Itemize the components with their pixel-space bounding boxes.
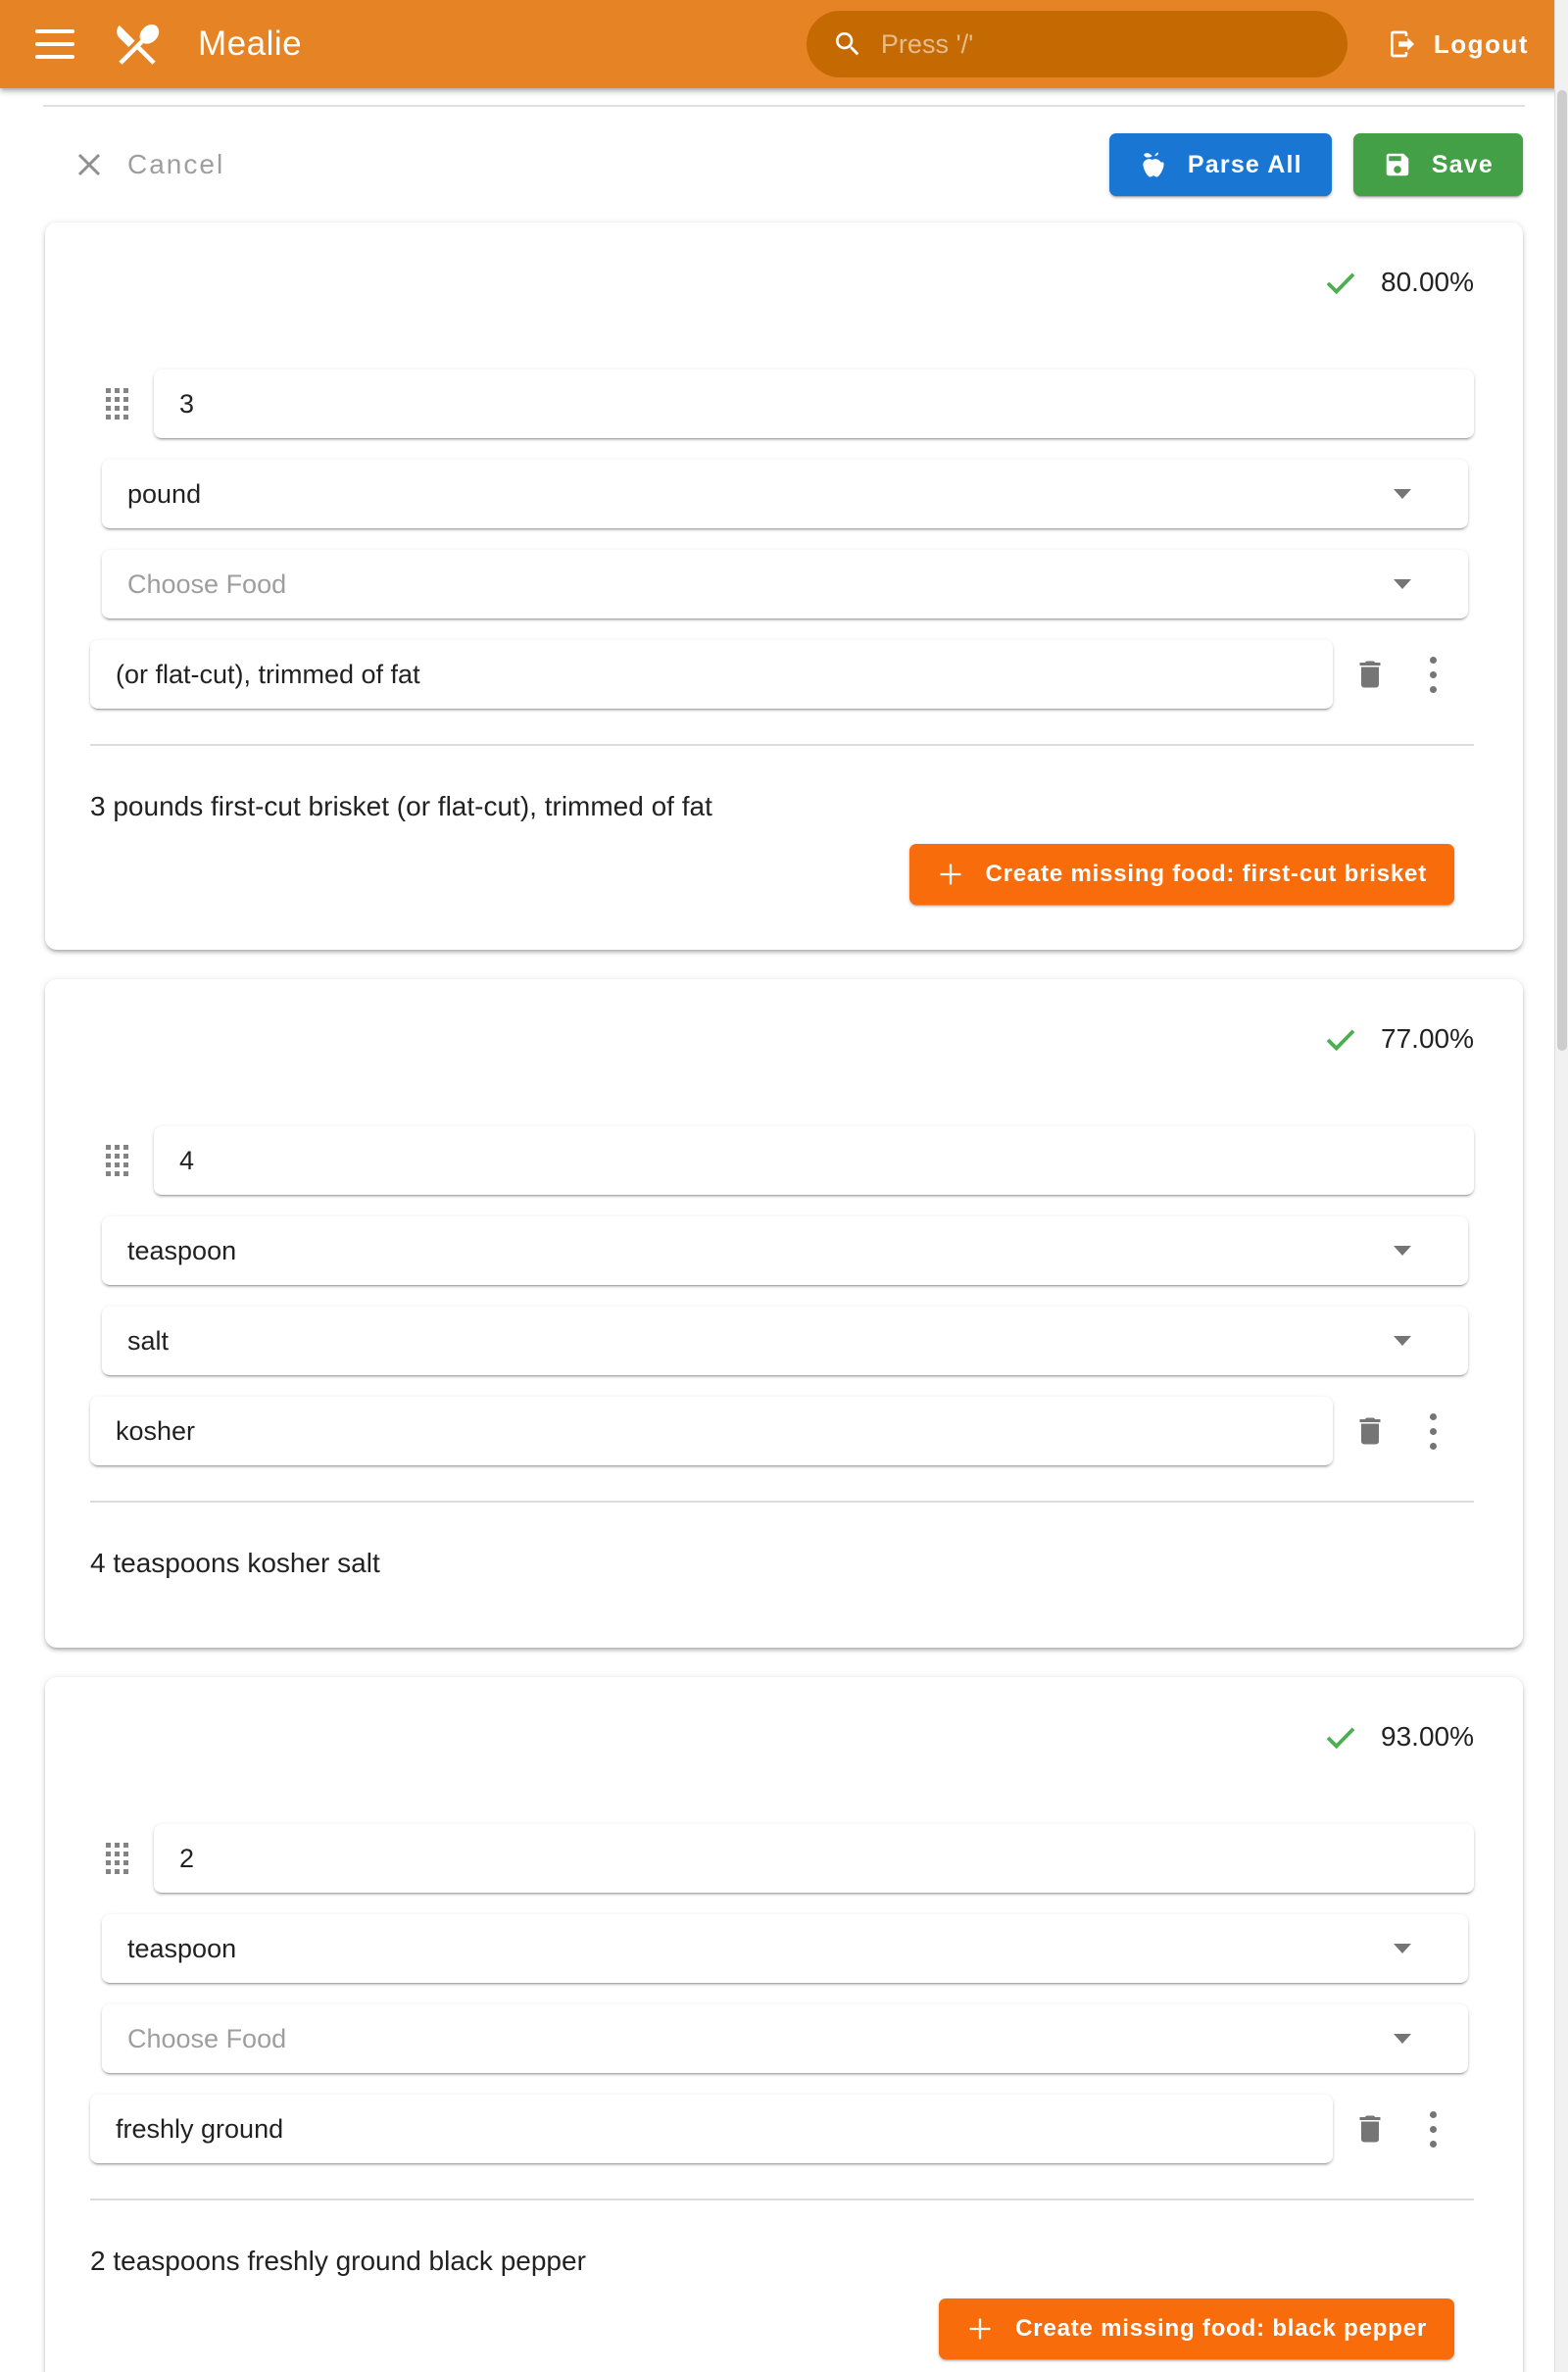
note-input[interactable] bbox=[90, 2095, 1333, 2163]
kebab-icon bbox=[1430, 2111, 1437, 2118]
food-select[interactable] bbox=[102, 550, 1468, 618]
trash-icon bbox=[1352, 1413, 1388, 1449]
quantity-input[interactable] bbox=[154, 1126, 1474, 1195]
confidence-value: 93.00% bbox=[1381, 1721, 1474, 1752]
logout-button[interactable] bbox=[1387, 28, 1529, 60]
mealie-logo-icon bbox=[110, 17, 165, 72]
drag-handle-icon[interactable] bbox=[106, 1843, 128, 1874]
ingredient-card bbox=[45, 1677, 1523, 2372]
scrollbar-thumb[interactable] bbox=[1557, 90, 1567, 1051]
create-missing-food-label: Create missing food: first-cut brisket bbox=[985, 861, 1427, 887]
trash-icon bbox=[1352, 657, 1388, 692]
search-icon bbox=[832, 28, 863, 60]
original-ingredient-text: 2 teaspoons freshly ground black pepper bbox=[90, 2246, 586, 2276]
chevron-down-icon bbox=[1394, 1944, 1411, 1953]
delete-button[interactable] bbox=[1347, 2105, 1394, 2152]
menu-button[interactable] bbox=[35, 29, 74, 59]
create-missing-food-button[interactable] bbox=[939, 2298, 1454, 2359]
confidence-value: 77.00% bbox=[1381, 1023, 1474, 1054]
plus-icon bbox=[966, 2315, 994, 2343]
confidence-value: 80.00% bbox=[1381, 267, 1474, 297]
check-icon bbox=[1322, 264, 1359, 301]
food-placeholder: Choose Food bbox=[127, 568, 287, 599]
more-options-button[interactable] bbox=[1409, 651, 1456, 698]
hamburger-icon bbox=[35, 29, 74, 33]
check-icon bbox=[1322, 1718, 1359, 1755]
app-title: Mealie bbox=[198, 25, 303, 63]
app-header bbox=[0, 0, 1568, 88]
confidence-row bbox=[90, 264, 1474, 301]
unit-value: pound bbox=[127, 478, 202, 509]
drag-handle-icon[interactable] bbox=[106, 388, 128, 420]
confidence-row bbox=[90, 1718, 1474, 1755]
trash-icon bbox=[1352, 2111, 1388, 2147]
ingredient-card bbox=[45, 979, 1523, 1648]
check-icon bbox=[1322, 1020, 1359, 1058]
save-button[interactable] bbox=[1353, 133, 1523, 196]
apple-icon bbox=[1139, 150, 1168, 179]
cancel-button[interactable] bbox=[74, 149, 224, 180]
create-missing-food-button[interactable] bbox=[909, 844, 1454, 905]
chevron-down-icon bbox=[1394, 1336, 1411, 1346]
save-icon bbox=[1383, 150, 1412, 179]
parse-all-button[interactable] bbox=[1109, 133, 1332, 196]
content-top-divider bbox=[43, 105, 1525, 107]
food-select[interactable] bbox=[102, 1307, 1468, 1375]
confidence-row bbox=[90, 1020, 1474, 1058]
drag-handle-icon[interactable] bbox=[106, 1145, 128, 1176]
original-ingredient-text: 3 pounds first-cut brisket (or flat-cut), trimmed of fat bbox=[90, 791, 712, 821]
chevron-down-icon bbox=[1394, 1246, 1411, 1256]
original-ingredient-text: 4 teaspoons kosher salt bbox=[90, 1548, 380, 1578]
ingredient-parser-page bbox=[0, 132, 1568, 2372]
unit-select[interactable] bbox=[102, 1216, 1468, 1285]
more-options-button[interactable] bbox=[1409, 2105, 1456, 2152]
logout-icon bbox=[1387, 28, 1418, 60]
cancel-label: Cancel bbox=[127, 149, 225, 179]
ingredient-card bbox=[45, 222, 1523, 950]
note-input[interactable] bbox=[90, 1397, 1333, 1465]
parser-toolbar bbox=[45, 132, 1523, 197]
delete-button[interactable] bbox=[1347, 1408, 1394, 1455]
unit-value: teaspoon bbox=[127, 1235, 237, 1265]
quantity-input[interactable] bbox=[154, 370, 1474, 438]
kebab-icon bbox=[1430, 1413, 1437, 1420]
unit-value: teaspoon bbox=[127, 1933, 237, 1963]
card-divider bbox=[90, 1501, 1474, 1503]
close-icon bbox=[74, 150, 104, 179]
card-divider bbox=[90, 744, 1474, 746]
food-select[interactable] bbox=[102, 2004, 1468, 2073]
more-options-button[interactable] bbox=[1409, 1408, 1456, 1455]
save-label: Save bbox=[1431, 150, 1494, 178]
create-missing-food-label: Create missing food: black pepper bbox=[1015, 2315, 1427, 2342]
search-input[interactable] bbox=[881, 29, 1324, 60]
quantity-input[interactable] bbox=[154, 1824, 1474, 1893]
delete-button[interactable] bbox=[1347, 651, 1394, 698]
food-value: salt bbox=[127, 1325, 170, 1356]
chevron-down-icon bbox=[1394, 2034, 1411, 2044]
unit-select[interactable] bbox=[102, 1914, 1468, 1983]
note-input[interactable] bbox=[90, 640, 1333, 709]
kebab-icon bbox=[1430, 657, 1437, 664]
unit-select[interactable] bbox=[102, 460, 1468, 528]
logout-label: Logout bbox=[1433, 28, 1529, 59]
food-placeholder: Choose Food bbox=[127, 2023, 287, 2053]
card-divider bbox=[90, 2199, 1474, 2200]
scrollbar-track[interactable] bbox=[1554, 0, 1568, 2372]
plus-icon bbox=[937, 861, 964, 888]
search-bar[interactable] bbox=[807, 11, 1348, 77]
parse-all-label: Parse All bbox=[1187, 150, 1302, 178]
chevron-down-icon bbox=[1394, 489, 1411, 499]
chevron-down-icon bbox=[1394, 579, 1411, 589]
